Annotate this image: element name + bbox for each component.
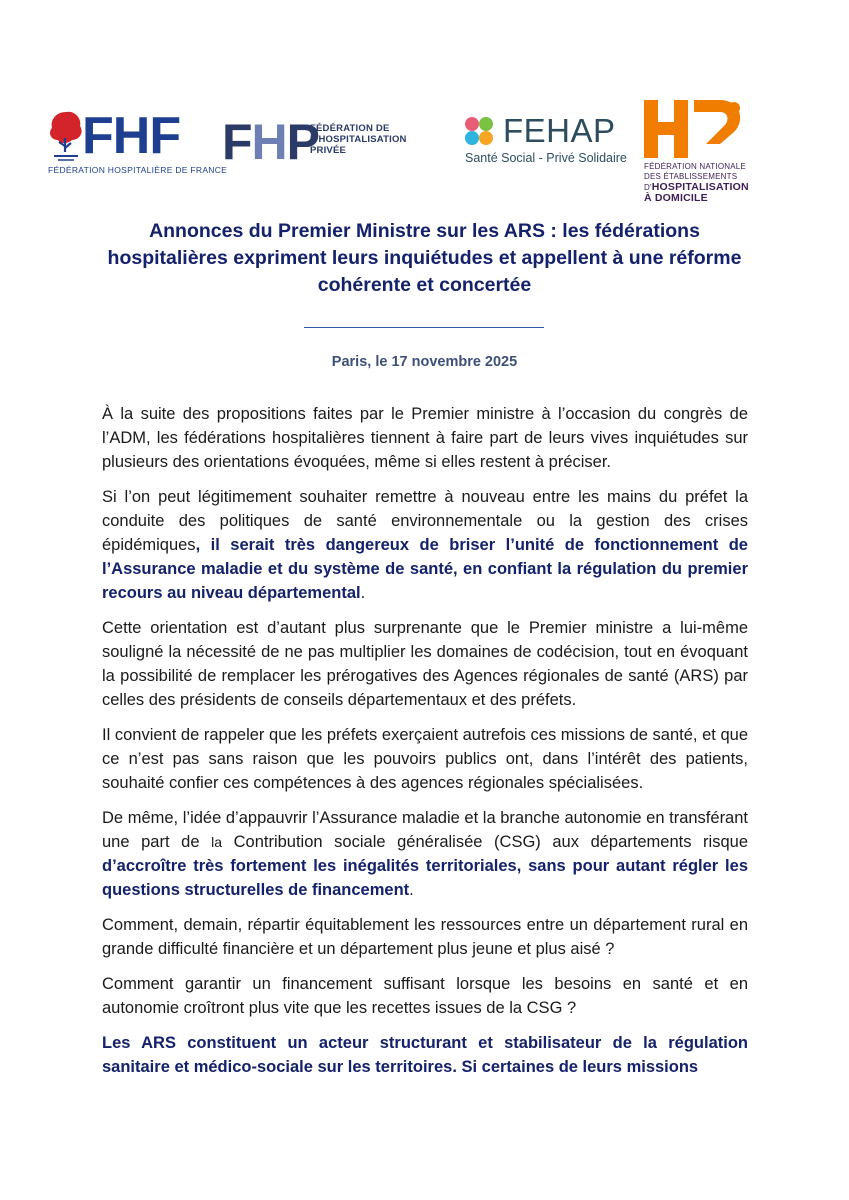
logo-row (0, 0, 849, 204)
paragraph-2-emphasis: , il serait très dangereux de briser l’unité de fonctionnement de l’Assurance maladie et du système de santé, en confiant la régulation du premier recours au niveau départemental (102, 536, 748, 602)
tree-icon (46, 108, 86, 164)
hp-mark-icon (642, 98, 752, 160)
paragraph-2 (102, 485, 748, 605)
fnehad-logo (642, 98, 762, 204)
fehap-tagline: Santé Social - Privé Solidaire (465, 151, 627, 165)
page-title: Annonces du Premier Ministre sur les ARS : les fédérations hospitalières expriment leurs inquiétudes et appellent à une réforme cohérente et concertée (107, 220, 742, 296)
paragraph-2-text: Si l’on peut légitimement souhaiter remettre à nouveau entre les mains du préfet la conduite des politiques de santé environnementale ou la gestion des crises épidémiques (102, 488, 748, 554)
fhp-logo (222, 114, 422, 172)
paragraph-3: Cette orientation est d’autant plus surprenante que le Premier ministre a lui-même souligné la nécessité de ne pas multiplier les domaines de codécision, tout en évoquant la possibilité de remplacer les prérogatives des Agences régionales de santé (ARS) par celles des présidents de conseils départementaux et des préfets. (102, 619, 748, 709)
fnehad-caption-d: D' (644, 183, 652, 192)
fnehad-caption-bold2: À DOMICILE (644, 192, 708, 204)
fehap-name: FEHAP (503, 112, 616, 149)
paragraph-5-emphasis: d’accroître très fortement les inégalités territoriales, sans pour autant régler les questions structurelles de financement (102, 857, 748, 899)
title-divider (304, 327, 544, 328)
fhp-letter-p: P (286, 114, 320, 170)
fnehad-caption-bold1: HOSPITALISATION (651, 181, 749, 193)
fhf-letters: FHF (82, 107, 181, 165)
fhf-logo (46, 107, 228, 178)
fnehad-caption (644, 162, 749, 204)
fhp-letter-h: H (251, 114, 287, 170)
paragraph-6: Comment, demain, répartir équitablement les ressources entre un département rural en grande difficulté financière et un département plus jeune et plus aisé ? (102, 916, 748, 958)
dateline: Paris, le 17 novembre 2025 (331, 354, 518, 370)
fhp-caption: FÉDÉRATION DE L'HOSPITALISATION PRIVÉE (310, 123, 407, 156)
fhp-letters (222, 114, 320, 170)
fehap-petal-icon (463, 115, 495, 147)
paragraph-8: Les ARS constituent un acteur structurant et stabilisateur de la régulation sanitaire et médico-sociale sur les territoires. Si certaines de leurs missions (102, 1034, 748, 1076)
fhf-caption: FÉDÉRATION HOSPITALIÈRE DE FRANCE (48, 165, 228, 175)
press-release-body (102, 402, 748, 1090)
paragraph-7: Comment garantir un financement suffisant lorsque les besoins en santé et en autonomie croîtront plus vite que les recettes issues de la CSG ? (102, 975, 748, 1017)
paragraph-5-text-2: Contribution sociale généralisée (CSG) aux départements risque (222, 833, 748, 851)
fehap-logo (463, 112, 627, 173)
fnehad-caption-small: FÉDÉRATION NATIONALE DES ÉTABLISSEMENTS (644, 162, 746, 181)
paragraph-4: Il convient de rappeler que les préfets exerçaient autrefois ces missions de santé, et que ce n’est pas sans raison que les pouvoirs publics ont, dans l’intérêt des patients, souhaité confier ces compétences à des agences régionales spécialisées. (102, 726, 748, 792)
paragraph-5 (102, 806, 748, 902)
fhp-letter-f: F (222, 114, 252, 170)
paragraph-2-end: . (360, 584, 366, 602)
paragraph-5-end: . (409, 881, 414, 899)
paragraph-5-text: De même, l’idée d’appauvrir l’Assurance maladie et la branche autonomie en transférant une part de (102, 809, 748, 851)
paragraph-5-article: la (211, 834, 223, 850)
paragraph-1: À la suite des propositions faites par le Premier ministre à l’occasion du congrès de l’ADM, les fédérations hospitalières tiennent à faire part de leurs vives inquiétudes sur plusieurs des orientations évoquées, même si elles restent à préciser. (102, 405, 748, 471)
